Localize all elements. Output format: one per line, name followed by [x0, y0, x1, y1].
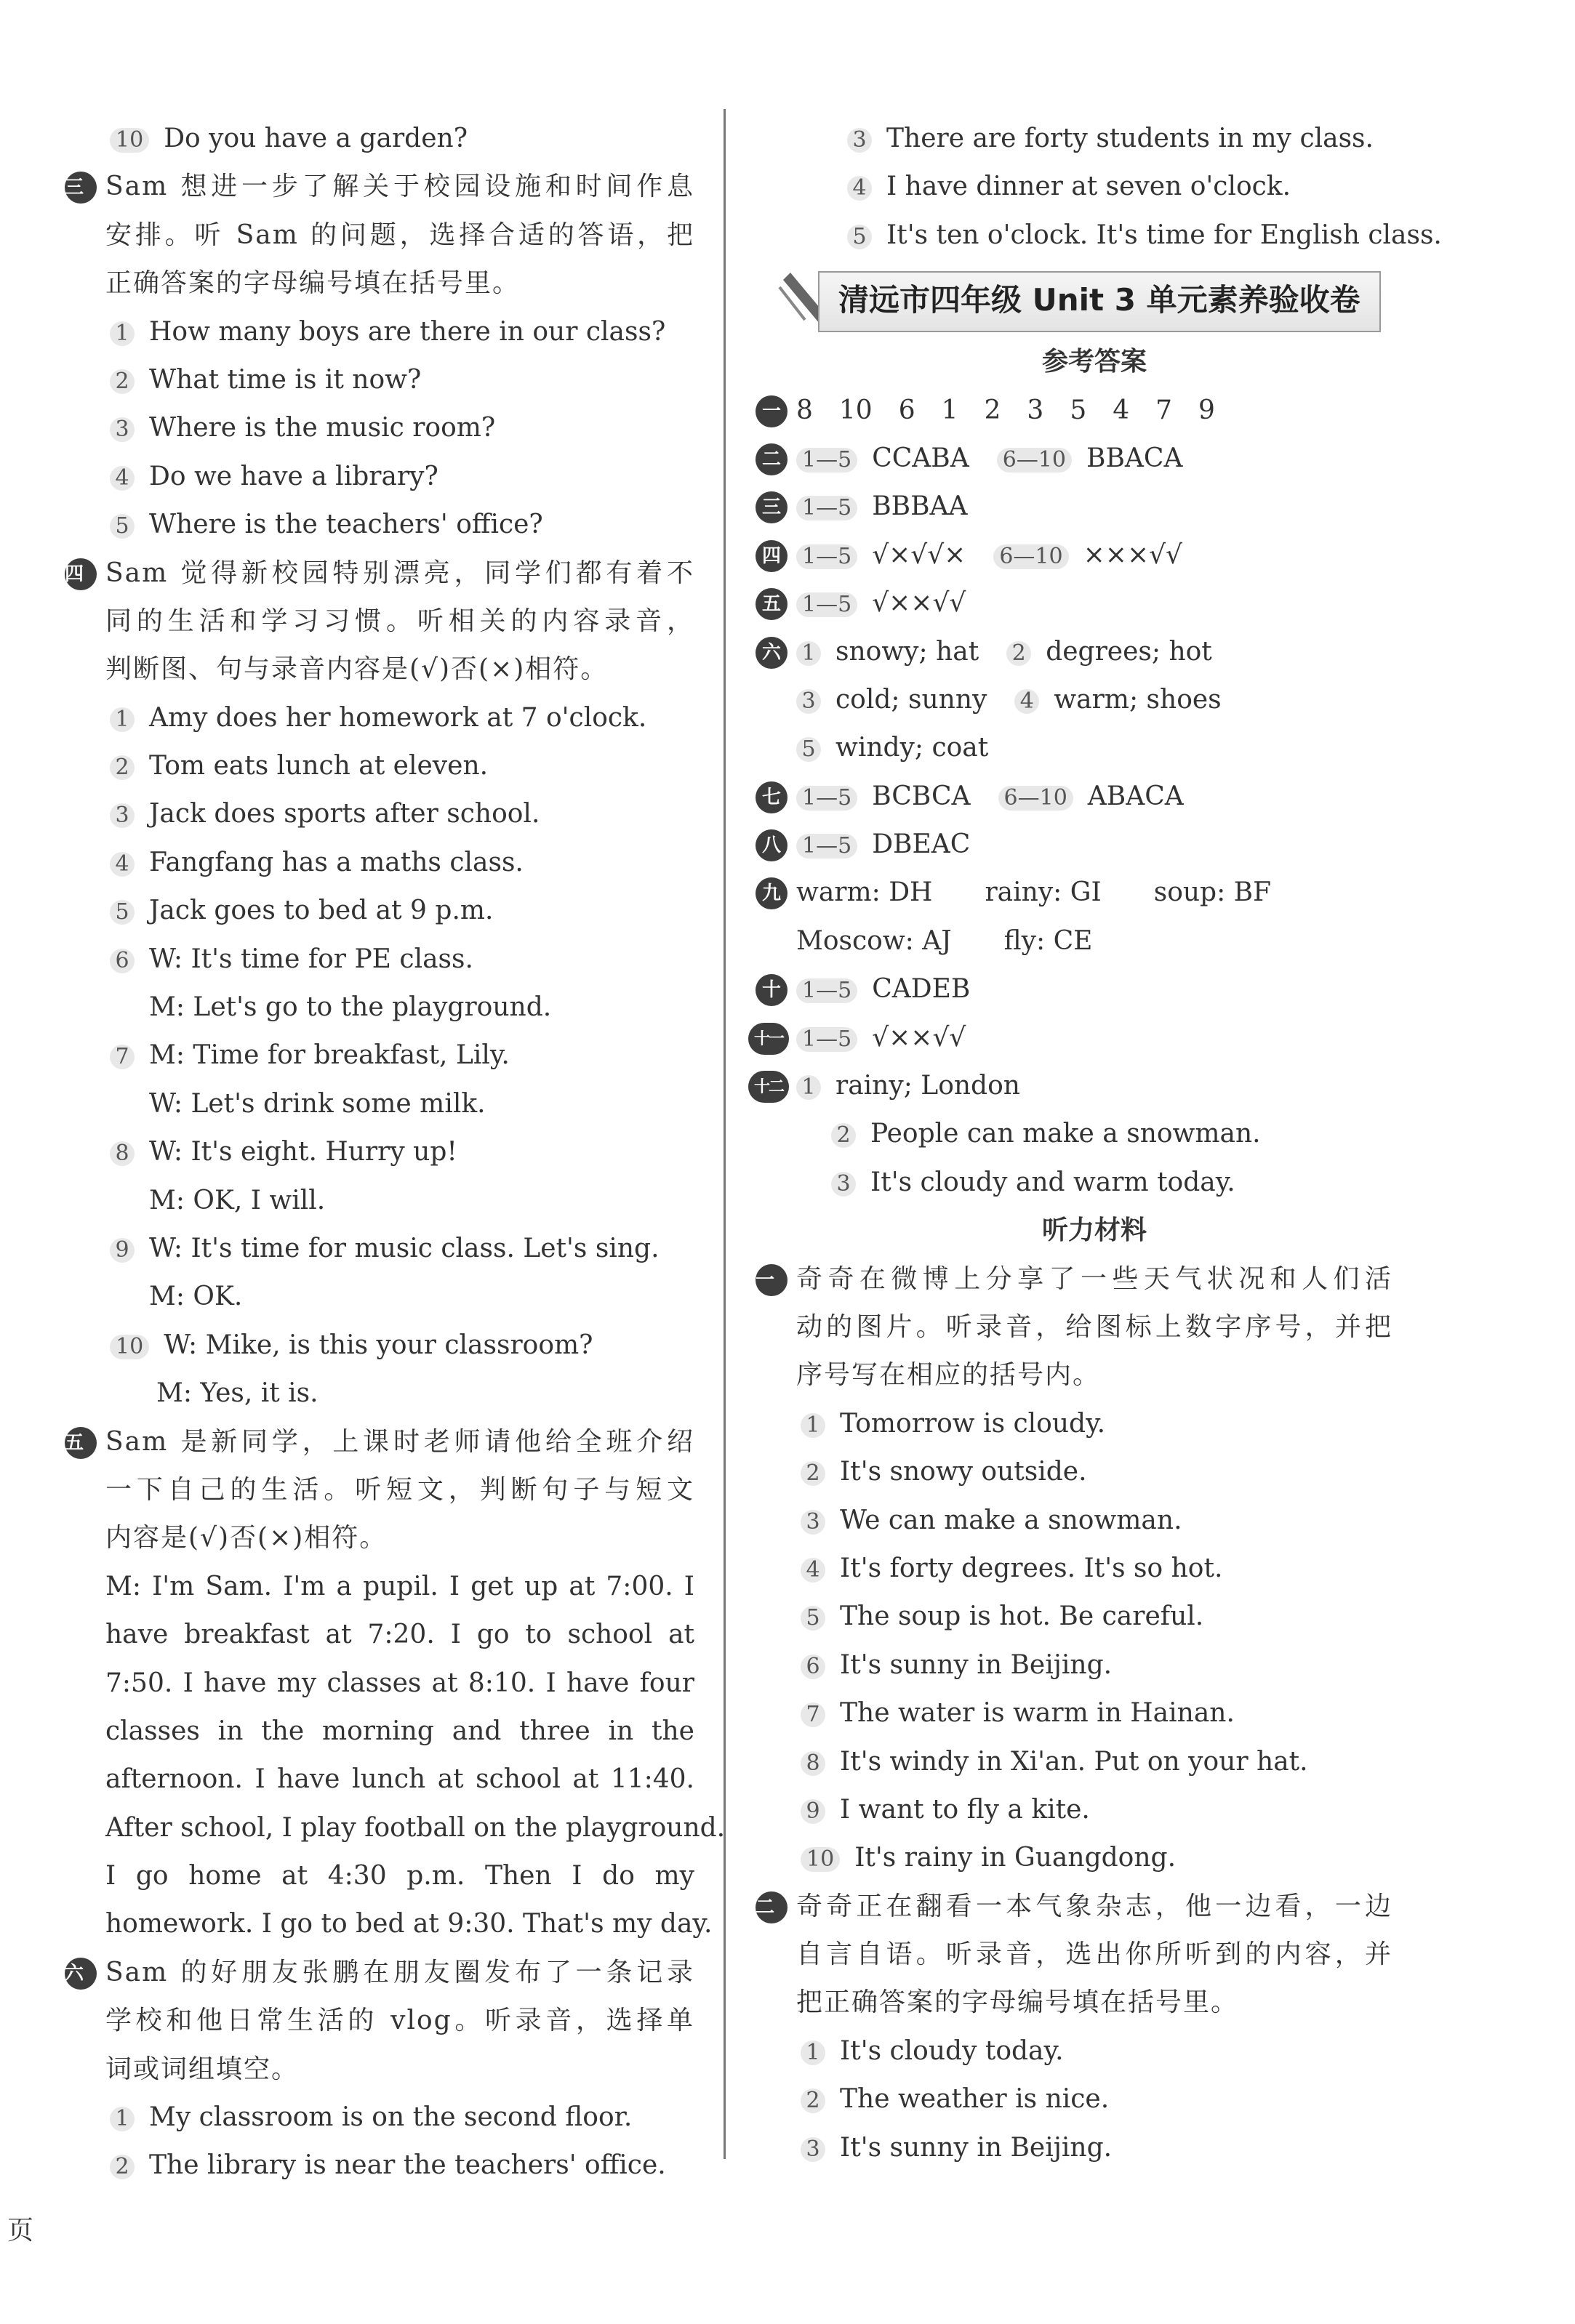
- answer-line: [761, 821, 1392, 869]
- answer-line: [796, 1159, 1392, 1207]
- text-line: [105, 2094, 694, 2142]
- line-text: The library is near the teachers' office.: [149, 2150, 666, 2181]
- column-divider: [724, 109, 726, 2159]
- answer-value: BCBCA: [872, 781, 971, 811]
- text-line: [796, 1448, 1392, 1496]
- text-line: [105, 1804, 726, 1852]
- answer-line: [753, 1014, 1392, 1062]
- section-badge: 二: [756, 1891, 788, 1923]
- item-number: 1: [110, 2107, 135, 2131]
- text-line: [105, 1708, 694, 1756]
- section-badge: 四: [756, 540, 788, 572]
- text-line: [105, 1370, 694, 1418]
- line-text: M: OK, I will.: [149, 1185, 326, 1215]
- line-text: M: Time for breakfast, Lily.: [149, 1040, 510, 1071]
- line-text: Sam 想进一步了解关于校园设施和时间作息: [105, 172, 694, 202]
- text-line: [796, 1593, 1392, 1641]
- answer-value: CADEB: [872, 974, 971, 1005]
- line-text: 动的图片。听录音，给图标上数字序号，并把: [796, 1311, 1392, 1342]
- line-text: M: I'm Sam. I'm a pupil. I get up at 7:00. I: [105, 1571, 694, 1601]
- line-text: 奇奇在微博上分享了一些天气状况和人们活: [796, 1263, 1392, 1294]
- answer-value: It's cloudy and warm today.: [870, 1167, 1235, 1197]
- text-line: [796, 1303, 1392, 1351]
- section-badge: 十一: [748, 1023, 789, 1055]
- answer-value: BBBAA: [872, 491, 968, 522]
- item-number: 2: [110, 755, 135, 780]
- item-number: 8: [801, 1751, 825, 1776]
- text-line: [105, 646, 694, 693]
- text-line: [756, 1883, 1392, 1931]
- line-text: homework. I go to bed at 9:30. That's my day.: [105, 1909, 713, 1939]
- line-text: It's snowy outside.: [840, 1457, 1087, 1487]
- right-column: [753, 115, 1442, 2172]
- text-line: [105, 1611, 694, 1659]
- section-badge: 五: [65, 1427, 97, 1459]
- line-text: M: OK.: [149, 1282, 243, 1312]
- listening-lines: [756, 1255, 1392, 2172]
- text-line: [796, 163, 1392, 211]
- answer-value: √××√√: [872, 1022, 966, 1053]
- answer-line: [761, 387, 1392, 435]
- section-badge: 一: [756, 1264, 788, 1296]
- answer-range: 1—5: [796, 448, 857, 473]
- text-line: [796, 1834, 1392, 1882]
- answer-range: 1—5: [796, 1027, 857, 1052]
- text-line: [105, 453, 694, 501]
- line-text: 词或词组填空。: [105, 2054, 300, 2084]
- section-badge: 六: [65, 1958, 97, 1990]
- text-line: [105, 694, 694, 742]
- line-text: I have dinner at seven o'clock.: [886, 172, 1291, 202]
- item-number: 5: [796, 737, 821, 762]
- answer-range: 6—10: [997, 448, 1072, 473]
- item-number: 4: [1014, 689, 1039, 714]
- text-line: [796, 1689, 1392, 1737]
- item-number: 2: [110, 2155, 135, 2179]
- line-text: 序号写在相应的括号内。: [796, 1360, 1101, 1391]
- item-number: 4: [110, 466, 135, 491]
- line-text: It's rainy in Guangdong.: [854, 1843, 1177, 1873]
- line-text: 一下自己的生活。听短文，判断句子与短文: [105, 1474, 694, 1505]
- line-text: Jack does sports after school.: [149, 799, 540, 829]
- line-text: 把正确答案的字母编号填在括号里。: [796, 1987, 1239, 2018]
- line-text: Tom eats lunch at eleven.: [149, 751, 489, 781]
- answer-value: snowy; hat: [835, 636, 979, 667]
- line-text: After school, I play football on the playground.: [105, 1812, 726, 1843]
- line-text: W: It's eight. Hurry up!: [149, 1137, 457, 1167]
- text-line: [65, 550, 694, 598]
- answer-line: [761, 483, 1392, 531]
- text-line: [105, 1660, 694, 1708]
- text-line: [105, 1997, 694, 2045]
- text-line: [105, 1032, 694, 1079]
- text-line: [105, 260, 694, 307]
- text-line: [796, 1786, 1392, 1834]
- item-number: 10: [110, 1335, 149, 1359]
- line-text: W: Let's drink some milk.: [149, 1088, 486, 1119]
- line-text: The water is warm in Hainan.: [840, 1698, 1235, 1729]
- text-line: [796, 212, 1442, 260]
- section-badge: 三: [65, 172, 97, 204]
- answer-value: cold; sunny: [835, 684, 987, 715]
- item-number: 10: [110, 128, 149, 153]
- text-line: [796, 115, 1392, 163]
- answer-value: CCABA: [872, 443, 969, 473]
- item-number: 4: [847, 176, 872, 201]
- item-number: 3: [801, 2137, 825, 2162]
- item-number: 3: [110, 417, 135, 442]
- item-number: 5: [801, 1606, 825, 1631]
- line-text: have breakfast at 7:20. I go to school at: [105, 1620, 694, 1650]
- text-line: [105, 115, 694, 163]
- answer-range: 1—5: [796, 786, 857, 811]
- answer-line: [753, 1062, 1392, 1110]
- text-line: [105, 1177, 694, 1225]
- item-number: 8: [110, 1141, 135, 1166]
- item-number: 1: [110, 707, 135, 732]
- section-badge: 一: [756, 395, 788, 427]
- section-badge: 五: [756, 588, 788, 620]
- answer-range: 1—5: [796, 496, 857, 520]
- answer-value: ABACA: [1087, 781, 1184, 811]
- item-number: 4: [110, 852, 135, 877]
- line-text: classes in the morning and three in the: [105, 1716, 694, 1746]
- text-line: [105, 1128, 694, 1176]
- text-line: [105, 1756, 694, 1804]
- line-text: 7:50. I have my classes at 8:10. I have four: [105, 1668, 694, 1698]
- text-line: [105, 1466, 694, 1514]
- section-badge: 九: [756, 877, 788, 909]
- text-line: [105, 501, 694, 549]
- section-badge: 二: [756, 443, 788, 475]
- answer-text: warm: DH rainy: GI soup: BF: [796, 877, 1272, 908]
- line-text: My classroom is on the second floor.: [149, 2102, 633, 2133]
- answer-line: [761, 531, 1392, 579]
- text-line: [65, 163, 694, 211]
- text-line: [756, 1255, 1392, 1303]
- item-number: 3: [110, 803, 135, 828]
- line-text: Where is the music room?: [149, 413, 496, 443]
- section-badge: 十: [756, 974, 788, 1006]
- text-line: [105, 1514, 694, 1562]
- line-text: 正确答案的字母编号填在括号里。: [105, 268, 521, 299]
- answer-value: DBEAC: [872, 829, 971, 860]
- item-number: 3: [847, 128, 872, 153]
- line-text: How many boys are there in our class?: [149, 316, 666, 347]
- text-line: [105, 1273, 694, 1321]
- section-badge: 八: [756, 829, 788, 861]
- item-number: 7: [110, 1045, 135, 1069]
- item-number: 5: [110, 900, 135, 925]
- answer-value: √××√√: [872, 588, 966, 619]
- text-line: [105, 404, 694, 452]
- answer-range: 1—5: [796, 834, 857, 859]
- answer-line: [796, 676, 1392, 724]
- line-text: 学校和他日常生活的 vlog。听录音，选择单: [105, 2006, 694, 2036]
- section-badge: 七: [756, 781, 788, 813]
- answer-value: warm; shoes: [1054, 684, 1222, 715]
- line-text: It's windy in Xi'an. Put on your hat.: [840, 1746, 1308, 1777]
- line-text: Amy does her homework at 7 o'clock.: [149, 702, 647, 733]
- text-line: [105, 598, 694, 646]
- line-text: 同的生活和学习习惯。听相关的内容录音，: [105, 606, 694, 636]
- answer-range: 6—10: [998, 786, 1073, 811]
- text-line: [796, 2124, 1392, 2172]
- section-badge: 三: [756, 491, 788, 523]
- left-column: [65, 115, 726, 2190]
- item-number: 6: [801, 1654, 825, 1679]
- text-line: [105, 2046, 694, 2094]
- text-line: [105, 1563, 694, 1611]
- item-number: 2: [831, 1123, 856, 1148]
- line-text: Where is the teachers' office?: [149, 510, 543, 540]
- answer-line: [796, 1110, 1392, 1158]
- answer-range: 1—5: [796, 544, 857, 569]
- item-number: 6: [110, 949, 135, 973]
- answer-line: [796, 724, 1392, 772]
- line-text: W: Mike, is this your classroom?: [164, 1330, 593, 1360]
- line-text: M: Yes, it is.: [156, 1378, 318, 1409]
- item-number: 1: [110, 321, 135, 346]
- text-line: [796, 1400, 1392, 1448]
- text-line: [105, 308, 694, 356]
- item-number: 3: [796, 689, 821, 714]
- item-number: 9: [110, 1238, 135, 1263]
- answer-line: [796, 917, 1392, 965]
- line-text: I want to fly a kite.: [840, 1794, 1090, 1825]
- text-line: [105, 742, 694, 790]
- text-line: [796, 1351, 1392, 1399]
- answer-line: [761, 869, 1392, 917]
- line-text: Sam 觉得新校园特别漂亮，同学们都有着不: [105, 558, 694, 588]
- item-number: 9: [801, 1799, 825, 1824]
- item-number: 10: [801, 1847, 840, 1872]
- text-line: [105, 212, 694, 260]
- text-line: [105, 887, 694, 935]
- line-text: It's sunny in Beijing.: [840, 2132, 1113, 2163]
- answer-range: 6—10: [993, 544, 1068, 569]
- line-text: It's sunny in Beijing.: [840, 1649, 1113, 1680]
- line-text: Sam 的好朋友张鹏在朋友圈发布了一条记录: [105, 1957, 694, 1987]
- line-text: It's cloudy today.: [840, 2035, 1064, 2066]
- line-text: It's forty degrees. It's so hot.: [840, 1553, 1223, 1583]
- item-number: 2: [801, 2088, 825, 2113]
- text-line: [105, 936, 694, 984]
- line-text: There are forty students in my class.: [886, 124, 1374, 153]
- text-line: [105, 1322, 694, 1370]
- item-number: 1: [801, 2040, 825, 2065]
- answer-range: 1—5: [796, 978, 857, 1003]
- line-text: It's ten o'clock. It's time for English class.: [886, 220, 1442, 250]
- text-line: [796, 1979, 1392, 2027]
- line-text: Tomorrow is cloudy.: [840, 1408, 1106, 1439]
- answer-value: rainy; London: [835, 1071, 1020, 1101]
- line-text: The weather is nice.: [840, 2084, 1110, 2115]
- line-text: Sam 是新同学，上课时老师请他给全班介绍: [105, 1426, 694, 1457]
- text-line: [105, 1080, 694, 1128]
- text-line: [105, 356, 694, 404]
- right-top-lines: [796, 115, 1442, 260]
- line-text: I go home at 4:30 p.m. Then I do my: [105, 1861, 694, 1891]
- answer-lines: [753, 387, 1392, 1207]
- text-line: [105, 839, 694, 887]
- text-line: [105, 2142, 694, 2190]
- answer-line: [761, 965, 1392, 1013]
- text-line: [796, 1545, 1392, 1593]
- answer-value: windy; coat: [835, 733, 989, 763]
- text-line: [105, 1225, 694, 1273]
- answer-line: [761, 773, 1392, 821]
- answer-value: ×××√√: [1083, 539, 1182, 570]
- item-number: 5: [110, 514, 135, 539]
- item-number: 2: [801, 1461, 825, 1486]
- line-text: Do you have a garden?: [164, 124, 468, 153]
- line-text: Jack goes to bed at 9 p.m.: [149, 896, 494, 926]
- line-text: What time is it now?: [149, 364, 422, 395]
- line-text: Fangfang has a maths class.: [149, 847, 524, 877]
- item-number: 5: [847, 225, 872, 249]
- text-line: [105, 1852, 694, 1900]
- item-number: 7: [801, 1702, 825, 1727]
- line-text: W: It's time for music class. Let's sing.: [149, 1233, 660, 1263]
- answer-text: Moscow: AJ fly: CE: [796, 925, 1093, 956]
- section-badge: 六: [756, 637, 788, 669]
- answer-value: degrees; hot: [1046, 636, 1212, 667]
- text-line: [105, 790, 694, 838]
- listening-title: 听力材料: [1041, 1215, 1147, 1246]
- line-text: 判断图、句与录音内容是(√)否(×)相符。: [105, 654, 609, 685]
- line-text: W: It's time for PE class.: [149, 944, 473, 974]
- text-line: [65, 1418, 694, 1466]
- text-line: [796, 2075, 1392, 2123]
- line-text: afternoon. I have lunch at school at 11:40.: [105, 1764, 694, 1795]
- item-number: 1: [801, 1413, 825, 1438]
- answer-text: 8 10 6 1 2 3 5 4 7 9: [796, 395, 1215, 425]
- line-text: 安排。听 Sam 的问题，选择合适的答语，把: [105, 220, 694, 250]
- line-text: Do we have a library?: [149, 461, 438, 491]
- line-text: 奇奇正在翻看一本气象杂志，他一边看，一边: [796, 1891, 1392, 1921]
- item-number: 3: [801, 1510, 825, 1535]
- item-number: 2: [1006, 641, 1031, 666]
- page-footer: 页: [7, 2216, 34, 2245]
- section-badge: 四: [65, 558, 97, 590]
- item-number: 1: [796, 641, 821, 666]
- answer-line: [761, 579, 1392, 627]
- text-line: [796, 2027, 1392, 2075]
- answer-range: 1—5: [796, 592, 857, 617]
- item-number: 4: [801, 1558, 825, 1583]
- line-text: We can make a snowman.: [840, 1505, 1182, 1535]
- text-line: [796, 1931, 1392, 1979]
- unit-header-title: 清远市四年级 Unit 3 单元素养验收卷: [838, 282, 1360, 318]
- text-line: [105, 1900, 713, 1948]
- unit-header: [796, 265, 1392, 335]
- answer-value: People can make a snowman.: [870, 1119, 1261, 1149]
- line-text: The soup is hot. Be careful.: [840, 1601, 1204, 1632]
- line-text: 自言自语。听录音，选出你所听到的内容，并: [796, 1939, 1392, 1970]
- text-line: [105, 984, 694, 1032]
- answer-value: √×√√×: [872, 539, 966, 570]
- text-line: [796, 1641, 1392, 1689]
- section-badge: 十二: [748, 1071, 789, 1103]
- item-number: 2: [110, 369, 135, 394]
- text-line: [796, 1497, 1392, 1545]
- answer-line: [761, 435, 1392, 483]
- answers-title: 参考答案: [1041, 347, 1147, 377]
- answer-value: BBACA: [1086, 443, 1183, 473]
- answer-line: [761, 628, 1392, 676]
- text-line: [65, 1949, 694, 1997]
- line-text: M: Let's go to the playground.: [149, 992, 552, 1023]
- text-line: [796, 1738, 1392, 1786]
- item-number: 3: [831, 1172, 856, 1197]
- item-number: 1: [796, 1075, 821, 1100]
- line-text: 内容是(√)否(×)相符。: [105, 1523, 388, 1553]
